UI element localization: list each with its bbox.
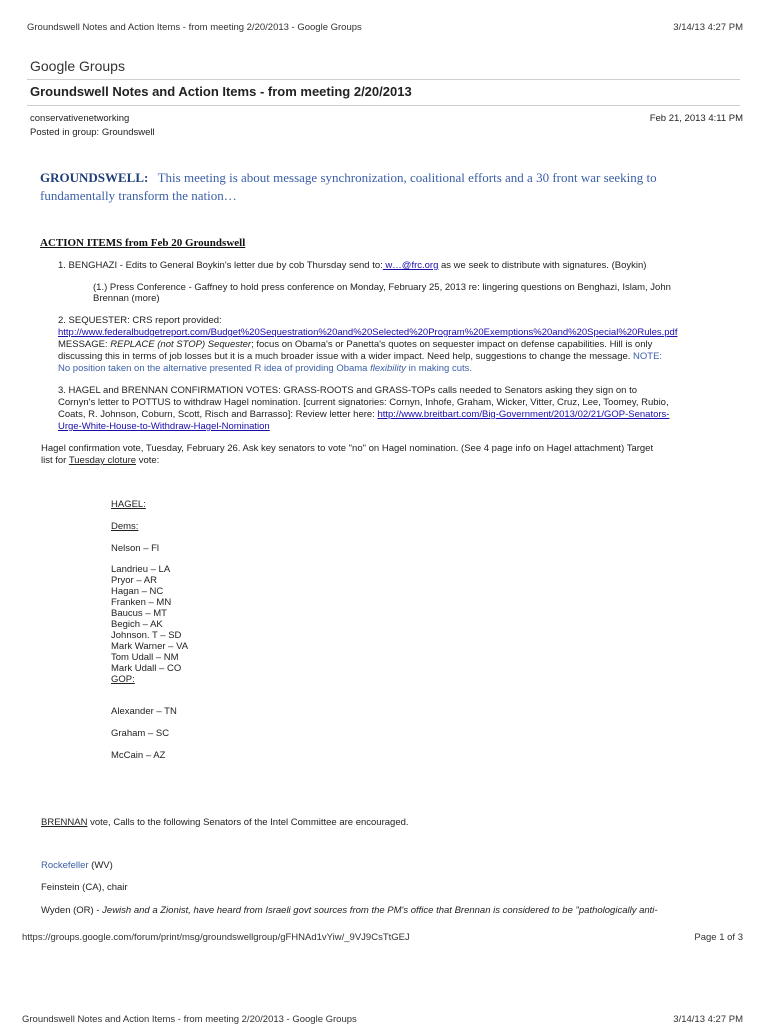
post-author[interactable]: conservativenetworking [30,113,130,124]
divider [27,105,740,106]
hagel-vote-line2 [41,455,159,466]
list-item: Johnson. T – SD [111,630,182,641]
hagel-vote-line1: Hagel confirmation vote, Tuesday, February 26. Ask key senators to vote "no" on Hagel nomination. (See 4 page info on Hagel attachment) Target [41,443,654,454]
posted-in-group: Posted in group: Groundswell [30,127,155,138]
list-item: Mark Udall – CO [111,663,182,674]
message-italic: REPLACE (not STOP) Sequester [110,339,252,350]
sequester-message [58,339,652,350]
senator-alexander: Alexander – TN [111,706,177,717]
rockefeller-name: Rockefeller [41,860,89,871]
list-item: Hagan – NC [111,586,164,597]
tuesday-cloture: Tuesday cloture [68,455,137,466]
list-item: Begich – AK [111,619,163,630]
gop-label: GOP: [111,674,135,685]
senator-mccain: McCain – AZ [111,750,166,761]
item1-text: 1. BENGHAZI - Edits to General Boykin's letter due by cob Thursday send to: [58,260,383,271]
print-header-datetime: 3/14/13 4:27 PM [673,22,743,33]
intro-line2: fundamentally transform the nation… [40,188,237,203]
sequester-note [58,363,472,374]
sequester-text: discussing this in terms of job losses but it is a much broader issue with a wider impact. Need help, suggestions to change the message. [58,351,634,362]
dems-list [111,564,188,685]
email-link[interactable]: w…@frc.org [382,260,439,271]
senator-nelson: Nelson – Fl [111,543,160,554]
post-date: Feb 21, 2013 4:11 PM [649,113,743,124]
post-title-main: Groundswell Notes and Action Items [30,84,257,99]
item3-line2: Cornyn's letter to POTTUS to withdraw Hagel nomination. [current signatories: Cornyn, Inhofe, Graham, Wicker, Vitter, Cruz, Lee, Toomey, Rubio, [58,397,669,408]
hagel-vote-end: vote: [136,455,160,466]
hagel-list-heading: HAGEL: [111,499,146,510]
crs-report-link[interactable]: http://www.federalbudgetreport.com/Budget%20Sequestration%20and%20Selected%20Program%20Exemptions%20and%20Special%20Rules.pdf [58,327,678,338]
intro-text: This meeting is about message synchronization, coalitional efforts and a 30 front war seeking to [157,170,657,185]
senator-wyden [41,905,658,916]
item3-text: Coats, R. Johnson, Coburn, Scott, Risch and Barrasso]: Review letter here: [58,409,378,420]
divider [27,79,740,80]
sequester-line4 [58,351,662,362]
dems-label: Dems: [111,521,139,532]
action-item-hagel-brennan: 3. HAGEL and BRENNAN CONFIRMATION VOTES: GRASS-ROOTS and GRASS-TOPs calls needed to Senators asking they sign on to [58,385,638,396]
site-name[interactable]: Google Groups [30,58,125,74]
senator-graham: Graham – SC [111,728,170,739]
note-text-end: in making cuts. [406,363,473,374]
intro-line1 [40,170,657,186]
list-item: Mark Warner – VA [111,641,189,652]
action-item-benghazi [58,260,646,271]
brennan-label: BRENNAN [41,817,88,828]
rockefeller-state: (WV) [88,860,113,871]
message-label: MESSAGE: [58,339,111,350]
next-page-header-datetime: 3/14/13 4:27 PM [673,1014,743,1025]
senator-feinstein: Feinstein (CA), chair [41,882,128,893]
brennan-line [41,817,409,828]
brennan-text: vote, Calls to the following Senators of the Intel Committee are encouraged. [87,817,409,828]
list-item: Franken – MN [111,597,172,608]
print-header-title: Groundswell Notes and Action Items - from meeting 2/20/2013 - Google Groups [27,22,362,33]
list-item: Tom Udall – NM [111,652,179,663]
wyden-note: Jewish and a Zionist, have heard from Israeli govt sources from the PM's office that Brennan is considered to be "pathologically anti- [102,905,658,916]
hagel-vote-text: list for [41,455,69,466]
list-item: Landrieu – LA [111,564,171,575]
item1-suffix: as we seek to distribute with signatures. (Boykin) [438,260,647,271]
note-italic: flexibility [370,363,407,374]
post-title [30,84,412,99]
action-items-heading: ACTION ITEMS from Feb 20 Groundswell [40,237,246,249]
print-footer-page: Page 1 of 3 [694,932,743,943]
item1-sub-line2: Brennan (more) [93,293,160,304]
message-text: ; focus on Obama's or Panetta's quotes on sequester impact on defense capabilities. Hill is only [251,339,653,350]
print-footer-url: https://groups.google.com/forum/print/msg/groundswellgroup/gFHNAd1vYiw/_9VJ9CsTtGEJ [22,932,410,943]
breitbart-link[interactable]: http://www.breitbart.com/Big-Government/2013/02/21/GOP-Senators- [377,409,670,420]
item1-sub-line1: (1.) Press Conference - Gaffney to hold press conference on Monday, February 25, 2013 re: lingering questions on Benghazi, Islam, John [93,282,671,293]
note-text: No position taken on the alternative presented R idea of providing Obama [58,363,371,374]
wyden-name: Wyden (OR) - [41,905,103,916]
next-page-header-title: Groundswell Notes and Action Items - from meeting 2/20/2013 - Google Groups [22,1014,357,1025]
item3-line3 [58,409,669,420]
action-item-sequester: 2. SEQUESTER: CRS report provided: [58,315,222,326]
breitbart-link-cont[interactable]: Urge-White-House-to-Withdraw-Hagel-Nomination [58,421,270,432]
note-label: NOTE: [633,351,663,362]
list-item: Pryor – AR [111,575,157,586]
senator-rockefeller [41,860,113,871]
list-item: Baucus – MT [111,608,167,619]
intro-label: GROUNDSWELL: [40,170,149,185]
post-title-suffix: - from meeting 2/20/2013 [256,84,412,99]
